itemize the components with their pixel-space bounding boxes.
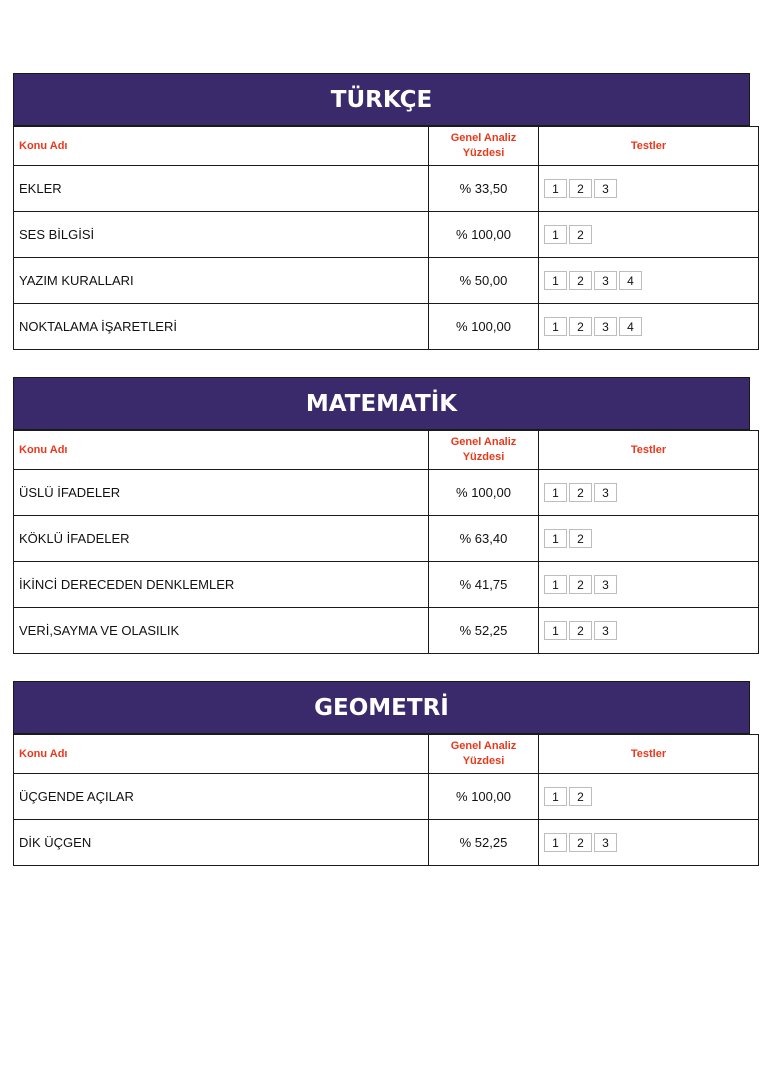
test-button[interactable]: 4 <box>619 271 642 290</box>
test-button[interactable]: 3 <box>594 575 617 594</box>
column-header-tests: Testler <box>539 431 759 470</box>
test-button[interactable]: 3 <box>594 621 617 640</box>
tests-cell <box>539 774 759 820</box>
column-header-name: Konu Adı <box>14 127 429 166</box>
test-button[interactable]: 1 <box>544 833 567 852</box>
analysis-percent: % 52,25 <box>429 608 539 654</box>
test-button[interactable]: 1 <box>544 225 567 244</box>
section-title: MATEMATİK <box>13 377 750 430</box>
analysis-percent: % 100,00 <box>429 212 539 258</box>
analysis-percent: % 100,00 <box>429 774 539 820</box>
column-header-row <box>14 735 759 774</box>
table-row <box>14 304 759 350</box>
tests-cell <box>539 470 759 516</box>
test-button[interactable]: 1 <box>544 787 567 806</box>
tests-cell <box>539 166 759 212</box>
section-geometri <box>13 681 750 866</box>
test-button[interactable]: 4 <box>619 317 642 336</box>
test-button[interactable]: 3 <box>594 271 617 290</box>
tests-cell <box>539 258 759 304</box>
test-button[interactable]: 2 <box>569 787 592 806</box>
test-button[interactable]: 2 <box>569 529 592 548</box>
topic-name: NOKTALAMA İŞARETLERİ <box>14 304 429 350</box>
table-row <box>14 516 759 562</box>
analysis-percent: % 50,00 <box>429 258 539 304</box>
test-button[interactable]: 2 <box>569 271 592 290</box>
topic-name: SES BİLGİSİ <box>14 212 429 258</box>
test-button[interactable]: 2 <box>569 575 592 594</box>
test-button[interactable]: 3 <box>594 833 617 852</box>
analysis-percent: % 100,00 <box>429 304 539 350</box>
test-button[interactable]: 2 <box>569 621 592 640</box>
tests-cell <box>539 608 759 654</box>
column-header-name: Konu Adı <box>14 735 429 774</box>
tests-cell <box>539 820 759 866</box>
column-header-tests: Testler <box>539 735 759 774</box>
section-title: TÜRKÇE <box>13 73 750 126</box>
topic-table <box>13 734 759 866</box>
analysis-percent: % 100,00 <box>429 470 539 516</box>
table-row <box>14 166 759 212</box>
column-header-name: Konu Adı <box>14 431 429 470</box>
test-button[interactable]: 2 <box>569 179 592 198</box>
topic-name: DİK ÜÇGEN <box>14 820 429 866</box>
table-row <box>14 212 759 258</box>
column-header-percent: Genel Analiz Yüzdesi <box>429 431 539 470</box>
column-header-row <box>14 431 759 470</box>
test-button[interactable]: 1 <box>544 179 567 198</box>
table-row <box>14 608 759 654</box>
section-matematik <box>13 377 750 654</box>
topic-table <box>13 430 759 654</box>
analysis-percent: % 52,25 <box>429 820 539 866</box>
table-row <box>14 562 759 608</box>
test-button[interactable]: 2 <box>569 317 592 336</box>
test-button[interactable]: 1 <box>544 621 567 640</box>
column-header-tests: Testler <box>539 127 759 166</box>
table-row <box>14 258 759 304</box>
table-row <box>14 774 759 820</box>
test-button[interactable]: 2 <box>569 833 592 852</box>
tests-cell <box>539 562 759 608</box>
section-title: GEOMETRİ <box>13 681 750 734</box>
topic-name: ÜSLÜ İFADELER <box>14 470 429 516</box>
topic-table <box>13 126 759 350</box>
test-button[interactable]: 1 <box>544 271 567 290</box>
tests-cell <box>539 304 759 350</box>
test-button[interactable]: 1 <box>544 575 567 594</box>
test-button[interactable]: 3 <box>594 179 617 198</box>
tests-cell <box>539 212 759 258</box>
column-header-row <box>14 127 759 166</box>
table-row <box>14 470 759 516</box>
topic-name: EKLER <box>14 166 429 212</box>
test-button[interactable]: 1 <box>544 317 567 336</box>
test-button[interactable]: 1 <box>544 483 567 502</box>
analysis-percent: % 33,50 <box>429 166 539 212</box>
test-button[interactable]: 2 <box>569 225 592 244</box>
section-turkce <box>13 73 750 350</box>
test-button[interactable]: 3 <box>594 483 617 502</box>
topic-name: ÜÇGENDE AÇILAR <box>14 774 429 820</box>
analysis-percent: % 41,75 <box>429 562 539 608</box>
topic-name: YAZIM KURALLARI <box>14 258 429 304</box>
test-button[interactable]: 2 <box>569 483 592 502</box>
column-header-percent: Genel Analiz Yüzdesi <box>429 127 539 166</box>
test-button[interactable]: 1 <box>544 529 567 548</box>
topic-name: İKİNCİ DERECEDEN DENKLEMLER <box>14 562 429 608</box>
tests-cell <box>539 516 759 562</box>
test-button[interactable]: 3 <box>594 317 617 336</box>
topic-name: VERİ,SAYMA VE OLASILIK <box>14 608 429 654</box>
analysis-percent: % 63,40 <box>429 516 539 562</box>
topic-name: KÖKLÜ İFADELER <box>14 516 429 562</box>
table-row <box>14 820 759 866</box>
column-header-percent: Genel Analiz Yüzdesi <box>429 735 539 774</box>
